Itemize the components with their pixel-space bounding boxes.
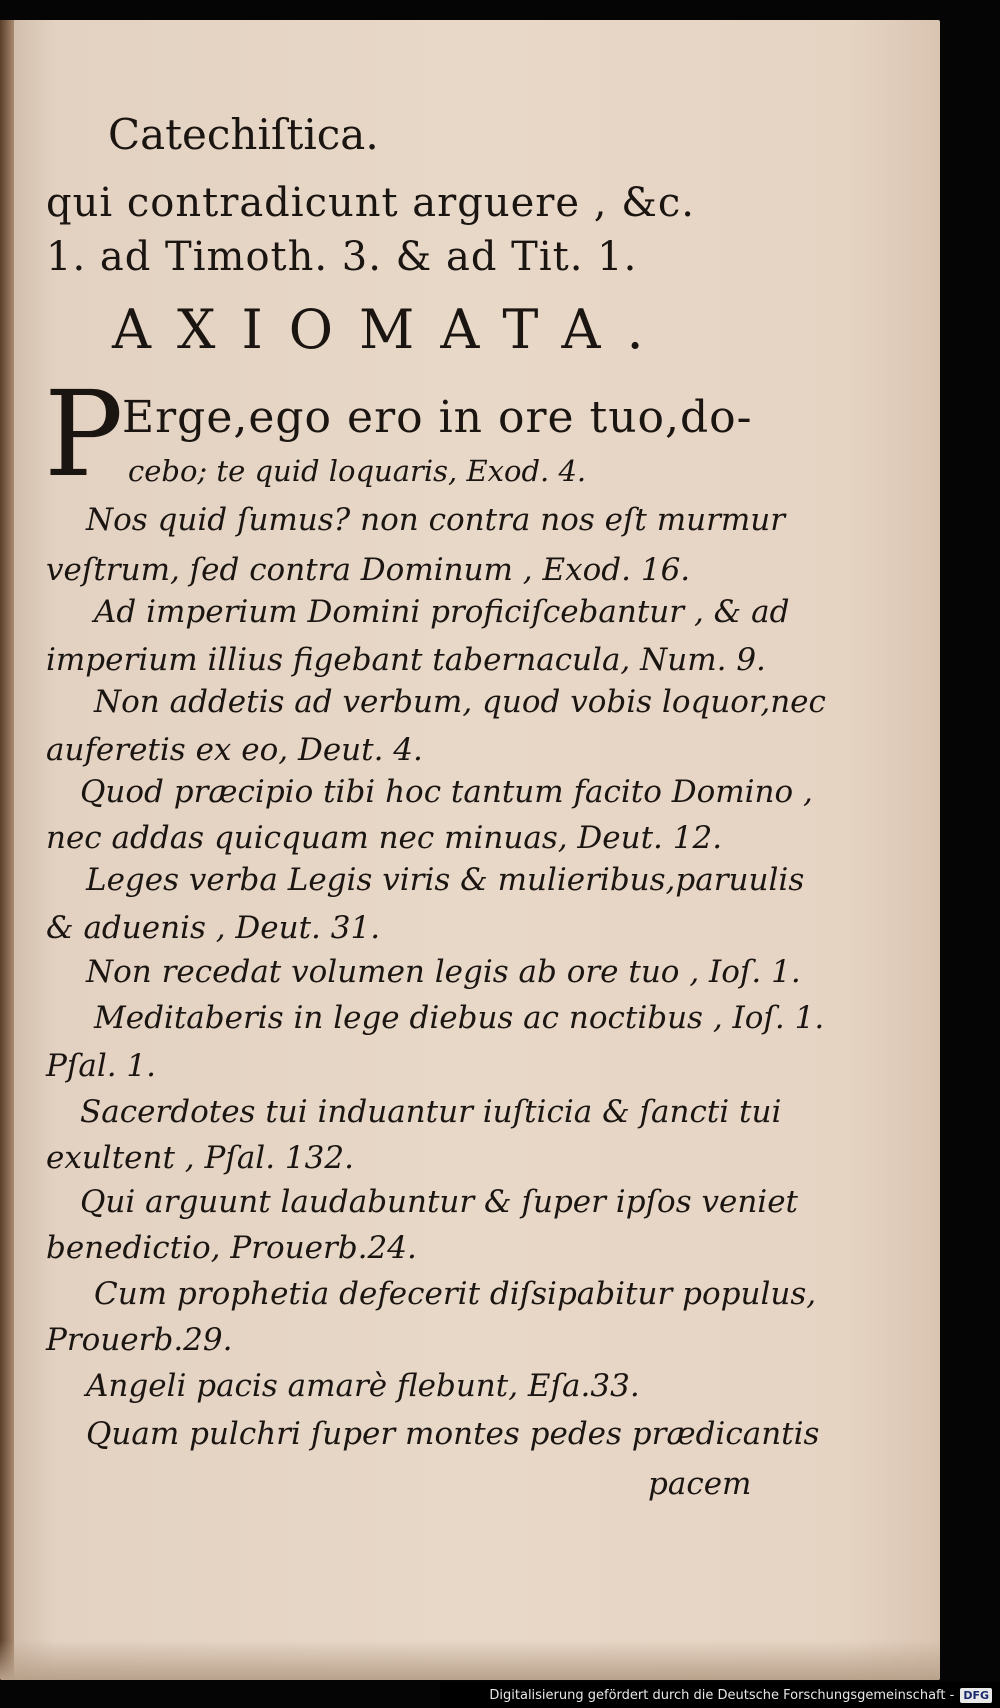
axiom-line: Meditaberis in lege diebus ac noctibus , Ioſ. 1. xyxy=(94,1000,825,1036)
axiom-line: Angeli pacis amarè flebunt, Eſa.33. xyxy=(86,1368,640,1404)
axiom-line: & aduenis , Deut. 31. xyxy=(46,910,381,946)
book-page xyxy=(0,20,940,1680)
axiom-line: Leges verba Legis viris & mulieribus,paruulis xyxy=(86,862,805,898)
credit-text: Digitalisierung gefördert durch die Deutsche Forschungsgemeinschaft - xyxy=(489,1687,955,1703)
axiom-line: Pſal. 1. xyxy=(46,1048,157,1084)
running-head: Catechiſtica. xyxy=(108,110,379,159)
axiom-line: Non recedat volumen legis ab ore tuo , Ioſ. 1. xyxy=(86,954,801,990)
axiom-line: imperium illius figebant tabernacula, Num. 9. xyxy=(46,642,766,678)
axiom-line: cebo; te quid loquaris, Exod. 4. xyxy=(128,454,587,488)
axiom-line: auferetis ex eo, Deut. 4. xyxy=(46,732,423,768)
drop-cap: P xyxy=(44,365,124,503)
axiom-line: Cum prophetia defecerit diſsipabitur populus, xyxy=(94,1276,817,1312)
axiom-line: Erge,ego ero in ore tuo,do- xyxy=(122,392,753,443)
axiom-line: Non addetis ad verbum, quod vobis loquor,nec xyxy=(94,684,826,720)
axiom-line: exultent , Pſal. 132. xyxy=(46,1140,354,1176)
dfg-logo: DFG xyxy=(960,1688,992,1703)
axiom-line: Prouerb.29. xyxy=(46,1322,233,1358)
axiom-line: Sacerdotes tui induantur iuſticia & ſancti tui xyxy=(80,1094,782,1130)
axiom-line: benedictio, Prouerb.24. xyxy=(46,1230,417,1266)
axiom-line: Nos quid ſumus? non contra nos eſt murmur xyxy=(86,502,786,538)
axiom-line: nec addas quicquam nec minuas, Deut. 12. xyxy=(46,820,723,856)
section-heading: AXIOMATA. xyxy=(112,298,670,361)
axiom-line: Quam pulchri ſuper montes pedes prædicantis xyxy=(86,1416,820,1452)
axiom-line: Qui arguunt laudabuntur & ſuper ipſos veniet xyxy=(80,1184,799,1220)
axiom-line: veſtrum, ſed contra Dominum , Exod. 16. xyxy=(46,552,691,588)
catchword: pacem xyxy=(648,1466,752,1502)
axiom-line: Quod præcipio tibi hoc tantum facito Domino , xyxy=(80,774,813,810)
intro-line-1: qui contradicunt arguere , &c. xyxy=(46,180,695,226)
axiom-line: Ad imperium Domini proficiſcebantur , & ad xyxy=(94,594,790,630)
intro-line-2: 1. ad Timoth. 3. & ad Tit. 1. xyxy=(46,234,638,280)
digitization-credit-bar xyxy=(440,1682,1000,1708)
